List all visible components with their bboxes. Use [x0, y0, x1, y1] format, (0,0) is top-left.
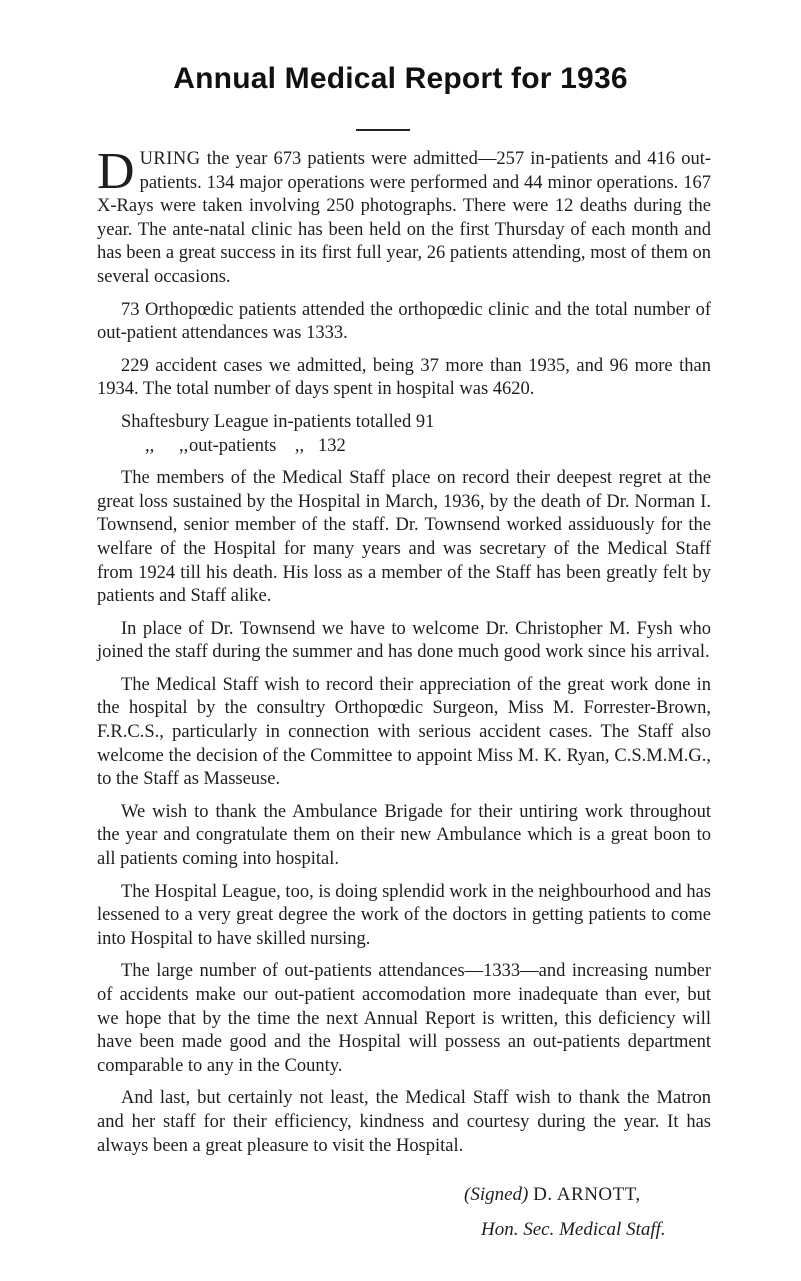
paragraph-admissions	[97, 143, 711, 290]
title-divider	[356, 129, 410, 131]
paragraph-townsend-obituary: The members of the Medical Staff place on record their deepest regret at the great loss sustained by the Hospital in March, 1936, by the death of Dr. Norman I. Townsend, senior member of the staff. Dr. Townsend worked assiduously for the welfare of the Hospital for many years and was secretary of the Medical Staff from 1924 till his death. His loss as a member of the Staff has been greatly felt by patients and Staff alike.	[97, 468, 711, 607]
paragraph-new-staff: In place of Dr. Townsend we have to welcome Dr. Christopher M. Fysh who joined the staff during the summer and has done much good work since his arrival.	[97, 618, 711, 663]
league-inpatients-line: Shaftesbury League in-patients totalled 91	[121, 411, 435, 432]
report-body	[97, 143, 711, 1167]
paragraph-hospital-league: The Hospital League, too, is doing splendid work in the neighbourhood and has lessened to a very great degree the work of the doctors in getting patients to come into Hospital to have skilled nursing.	[97, 881, 711, 949]
first-word: URING	[139, 149, 201, 169]
league-outpatients-label: out-patients	[189, 435, 277, 456]
signatory-role: Hon. Sec. Medical Staff.	[481, 1219, 666, 1240]
page-title: Annual Medical Report for 1936	[173, 62, 628, 95]
paragraph-accidents: 229 accident cases we admitted, being 37 more than 1935, and 96 more than 1934. The total number of days spent in hospital was 4620.	[97, 355, 711, 400]
paragraph-matron: And last, but certainly not least, the Medical Staff wish to thank the Matron and her staff for their efficiency, kindness and courtesy during the year. It has always been a great pleasure to visit the Hospital.	[97, 1088, 711, 1156]
paragraph-admissions-text: the year 673 patients were admitted—257 in-patients and 416 out-patients. 134 major operations were performed and 44 minor operations. 167 X-Rays were taken involving 250 photographs. There were 12 deaths during the year. The ante-natal clinic has been held on the first Thursday of each month and has been a great success in its first full year, 26 patients attending, most of them on several occasions.	[97, 149, 711, 287]
ditto-mark: ,,	[294, 435, 305, 456]
league-outpatients-value: 132	[317, 435, 346, 456]
league-outpatients-line	[97, 435, 711, 459]
paragraph-ambulance: We wish to thank the Ambulance Brigade for their untiring work throughout the year and congratulate them on their new Ambulance which is a great boon to all patients coming into hospital.	[97, 801, 711, 870]
paragraph-appreciation: The Medical Staff wish to record their appreciation of the great work done in the hospital by the consultry Orthopœdic Surgeon, Miss M. Forrester-Brown, F.R.C.S., particularly in connection with serious accident cases. The Staff also welcome the decision of the Committee to appoint Miss M. K. Ryan, C.S.M.M.G., to the Staff as Masseuse.	[97, 674, 711, 790]
ditto-mark: ,,	[145, 435, 155, 456]
ditto-mark: ,,	[179, 435, 189, 456]
drop-cap: D	[97, 143, 135, 200]
signature-line	[464, 1184, 641, 1206]
paragraph-orthopaedic: 73 Orthopœdic patients attended the orthopœdic clinic and the total number of out-patient attendances was 1333.	[97, 299, 711, 344]
paragraph-outpatients: The large number of out-patients attendances—1333—and increasing number of accidents make our out-patient accomodation more inadequate than ever, but we hope that by the time the next Annual Report is written, this deficiency will have been made good and the Hospital will possess an out-patients department comparable to any in the County.	[97, 961, 711, 1076]
signed-label: (Signed)	[464, 1184, 529, 1205]
signatory-name: D. ARNOTT,	[533, 1184, 641, 1205]
